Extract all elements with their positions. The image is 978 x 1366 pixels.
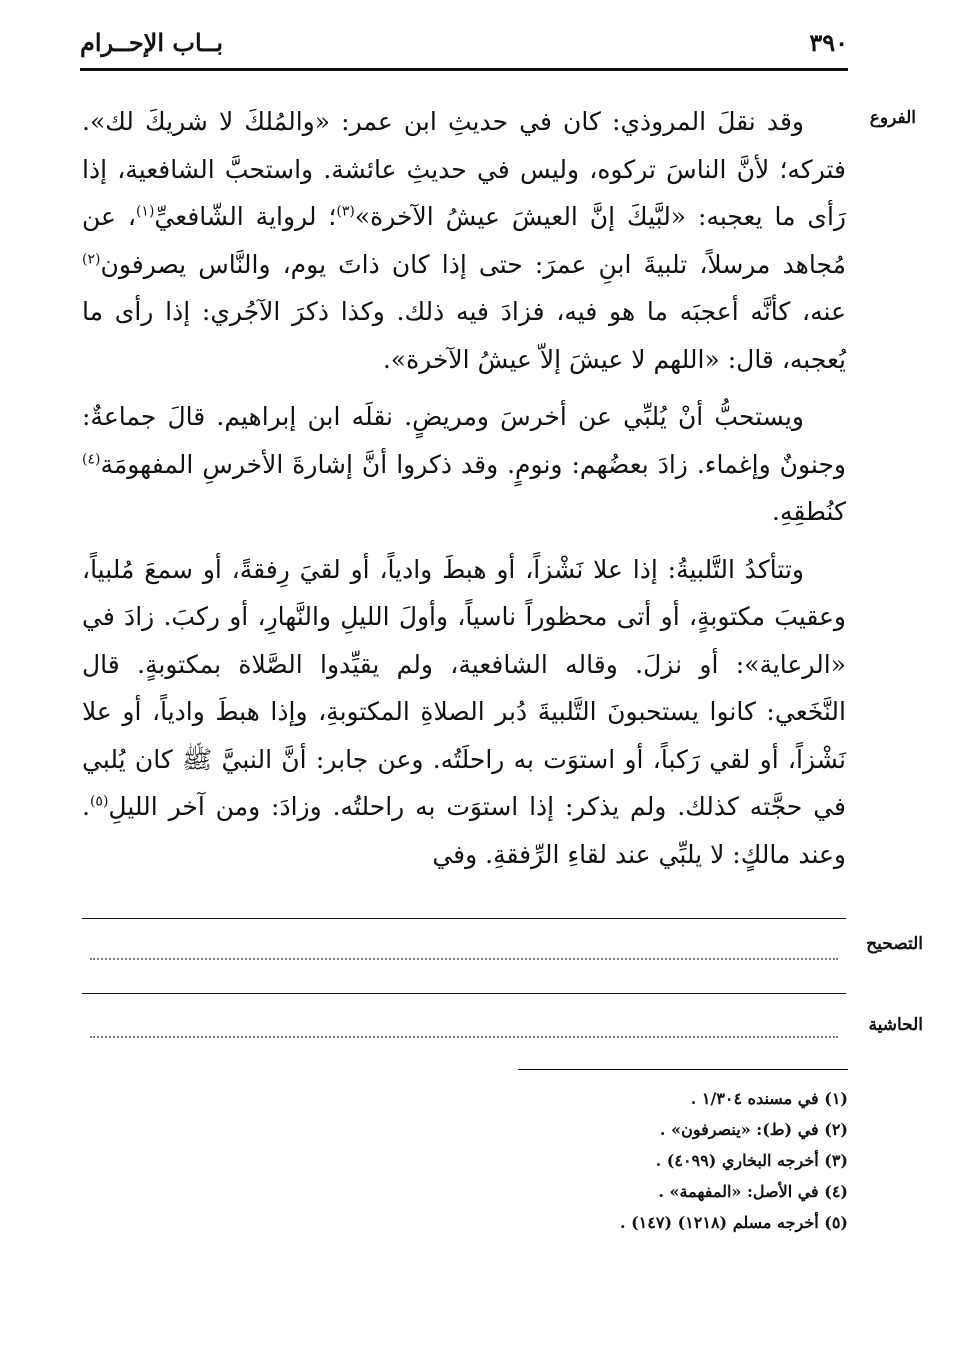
footnote-marker: (٥)	[89, 793, 109, 810]
paragraph-3	[82, 546, 846, 879]
margin-sidenote: الفروع	[869, 108, 916, 128]
margin-note-top-rule	[82, 993, 846, 994]
page-number: ٣٩٠	[809, 28, 848, 57]
footnote-marker: (٢)	[82, 251, 101, 268]
paragraph-1-text: وقد نقلَ المروذي: كان في حديثِ ابن عمر: «والمُلكَ لا شريكَ لك». فتركه؛ لأنَّ الناسَ تركوه، وليس في حديثِ عائشة. واستحبَّ الشافعية، إذا رَأى ما يعجبه: «لبَّيكَ إنَّ العيشَ عيشُ الآخرة»$^{(٣)}$؛ لرواية الشّافعيِّ$^{(١)}$، عن مُجاهد مرسلاً، تلبيةَ ابنِ عمرَ: حتى إذا كان ذاتَ يوم، والنَّاس يصرفون$^{(٢)}$ عنه، كأنَّه أعجبَه ما هو فيه، فزادَ فيه ذلك. وكذا ذكرَ الآجُري: إذا رأى ما يُعجبه، قال: «اللهم لا عيشَ إلاّ عيشُ الآخرة».	[82, 107, 847, 374]
footnote-marker: (٤)	[82, 451, 101, 468]
footnotes	[148, 1083, 848, 1238]
chapter-title: بــاب الإحــرام	[80, 28, 224, 57]
footnote-marker: (٣)	[336, 203, 355, 220]
correction-dotted-line	[90, 958, 838, 960]
footnote-rule	[518, 1069, 848, 1070]
footnote-2: (٢) في (ط): «ينصرفون» .	[659, 1120, 848, 1139]
footnote-5: (٥) أخرجه مسلم (١٢١٨) (١٤٧) .	[619, 1213, 848, 1232]
paragraph-3-text: وتتأكدُ التَّلبيةُ: إذا علا نَشْزاً، أو هبطَ وادياً، أو لقيَ رِفقةً، أو سمعَ مُلبياً، وعقيبَ مكتوبةٍ، أو أتى محظوراً ناسياً، وأولَ الليلِ والنَّهارِ، أو ركبَ. زادَ في «الرعاية»: أو نزلَ. وقاله الشافعية، ولم يقيِّدوا الصَّلاة بمكتوبةٍ. قال النَّخَعي: كانوا يستحبونَ التَّلبيةَ دُبر الصلاةِ المكتوبةِ، وإذا هبطَ وادياً، أو علا نَشْزاً، أو لقي رَكباً، أو استوَت به راحلَتُه. وعن جابر: أنَّ النبيَّ ﷺ كان يُلبي في حجَّته كذلك. ولم يذكر: إذا استوَت به راحلتُه. وزادَ: ومن آخر الليلِ$^{(٥)}$. وعند مالكٍ: لا يلبِّي عند لقاءِ الرِّفقةِ. وفي	[82, 554, 847, 869]
correction-top-rule	[82, 918, 846, 919]
footnote-3: (٣) أخرجه البخاري (٤٠٩٩) .	[655, 1151, 848, 1170]
footnote-1: (١) في مسنده ١/٣٠٤ .	[690, 1089, 848, 1108]
main-text	[82, 98, 846, 888]
margin-note-dotted-line	[90, 1036, 838, 1038]
footnote-marker: (١)	[135, 203, 155, 220]
margin-note-label: الحاشية	[868, 1015, 923, 1035]
footnote-4: (٤) في الأصل: «المفهمة» .	[658, 1182, 848, 1201]
header-rule	[80, 68, 848, 71]
paragraph-2-text: ويستحبُّ أنْ يُلبِّي عن أخرسَ ومريضٍ. نقلَه ابن إبراهيم. قالَ جماعةٌ: وجنونٌ وإغماء. زادَ بعضُهم: ونومٍ. وقد ذكروا أنَّ إشارةَ الأخرسِ المفهومَة$^{(٤)}$ كنُطقِهِ.	[82, 402, 846, 526]
correction-label: التصحيح	[866, 934, 923, 954]
paragraph-1	[82, 98, 846, 383]
page-header	[80, 28, 848, 64]
paragraph-2	[82, 393, 846, 536]
